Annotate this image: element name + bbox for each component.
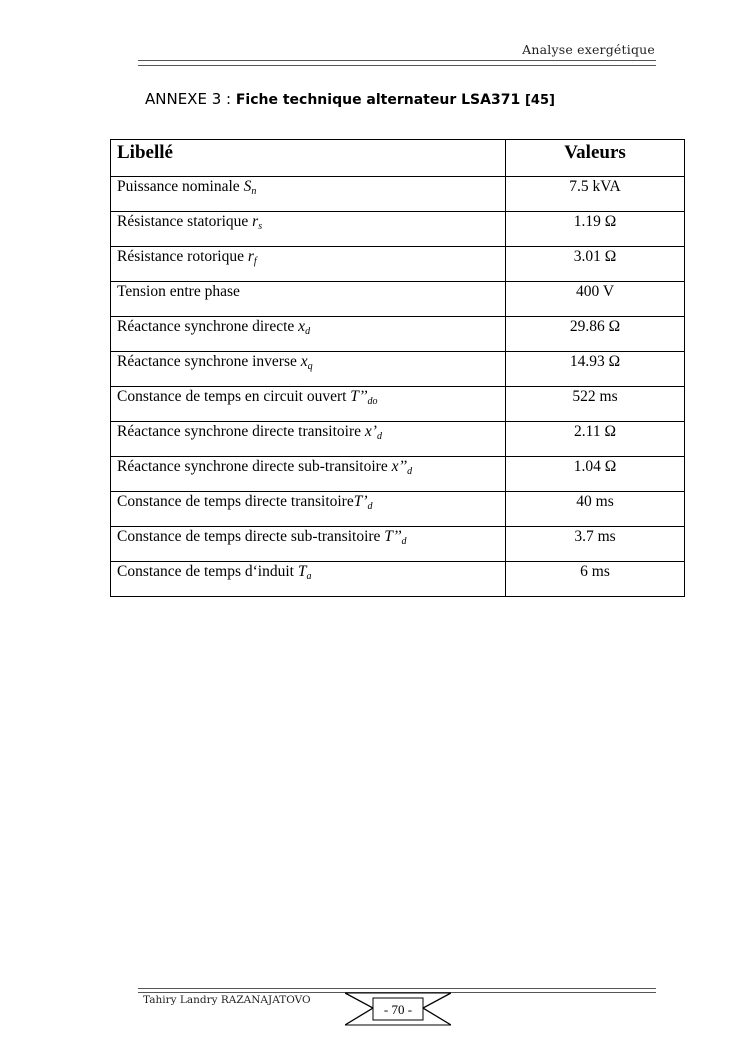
row-label-cell xyxy=(111,177,506,212)
row-label-cell xyxy=(111,247,506,282)
row-symbol: x’’ xyxy=(391,458,408,475)
table-row xyxy=(111,492,685,527)
row-symbol-subscript: d xyxy=(407,466,413,477)
row-label: Résistance rotorique xyxy=(117,248,248,265)
row-symbol: x xyxy=(300,353,308,370)
row-label-cell xyxy=(111,527,506,562)
row-value: 3.7 ms xyxy=(506,527,685,562)
annex-title xyxy=(145,90,555,108)
row-symbol-subscript: n xyxy=(251,186,257,197)
table-row xyxy=(111,177,685,212)
footer-author: Tahiry Landry RAZANAJATOVO xyxy=(143,994,311,1006)
table-row xyxy=(111,282,685,317)
row-symbol: r xyxy=(247,248,254,265)
row-symbol-subscript: s xyxy=(258,221,263,232)
row-symbol: T’’ xyxy=(384,528,402,545)
row-label-cell xyxy=(111,492,506,527)
row-label: Réactance synchrone directe xyxy=(117,318,299,335)
annex-reference: [45] xyxy=(524,93,555,108)
header-value: Valeurs xyxy=(506,140,685,177)
row-value: 7.5 kVA xyxy=(506,177,685,212)
row-symbol-subscript: a xyxy=(306,571,312,582)
row-symbol-subscript: d xyxy=(401,536,407,547)
row-label-cell xyxy=(111,282,506,317)
row-label-cell xyxy=(111,317,506,352)
table-row xyxy=(111,422,685,457)
row-symbol: x xyxy=(298,318,306,335)
row-symbol: T’’ xyxy=(350,388,368,405)
row-symbol-subscript: q xyxy=(307,361,313,372)
row-label-cell xyxy=(111,562,506,597)
table-row xyxy=(111,247,685,282)
row-label: Constance de temps directe transitoire xyxy=(117,493,354,510)
row-value: 2.11 Ω xyxy=(506,422,685,457)
table-row xyxy=(111,562,685,597)
header-rule xyxy=(138,60,656,66)
row-value: 3.01 Ω xyxy=(506,247,685,282)
row-value: 29.86 Ω xyxy=(506,317,685,352)
table-row xyxy=(111,457,685,492)
row-value: 1.19 Ω xyxy=(506,212,685,247)
annex-prefix: ANNEXE 3 : xyxy=(145,90,232,108)
row-symbol: T’ xyxy=(353,493,368,510)
spec-table xyxy=(110,139,685,597)
header-label: Libellé xyxy=(111,140,506,177)
page-number: - 70 - xyxy=(383,1002,413,1017)
row-value: 14.93 Ω xyxy=(506,352,685,387)
row-label: Tension entre phase xyxy=(117,283,240,300)
row-value: 1.04 Ω xyxy=(506,457,685,492)
row-symbol-subscript: f xyxy=(253,256,257,267)
annex-heading: Fiche technique alternateur LSA371 xyxy=(235,92,521,108)
row-label-cell xyxy=(111,422,506,457)
row-label-cell xyxy=(111,387,506,422)
row-label-cell xyxy=(111,212,506,247)
table-header-row xyxy=(111,140,685,177)
row-value: 40 ms xyxy=(506,492,685,527)
table-row xyxy=(111,212,685,247)
table-row xyxy=(111,352,685,387)
table-body xyxy=(111,177,685,597)
row-symbol: T xyxy=(297,563,307,580)
row-symbol-subscript: d xyxy=(367,501,373,512)
row-value: 400 V xyxy=(506,282,685,317)
row-label: Constance de temps directe sub-transitoire xyxy=(117,528,385,545)
row-label: Résistance statorique xyxy=(117,213,253,230)
row-label: Réactance synchrone inverse xyxy=(117,353,301,370)
row-symbol: r xyxy=(252,213,259,230)
table-row xyxy=(111,387,685,422)
row-label-cell xyxy=(111,457,506,492)
table-row xyxy=(111,317,685,352)
row-value: 522 ms xyxy=(506,387,685,422)
row-label: Réactance synchrone directe transitoire xyxy=(117,423,365,440)
row-symbol-subscript: d xyxy=(376,431,382,442)
row-label: Constance de temps d‘induit xyxy=(117,563,298,580)
row-value: 6 ms xyxy=(506,562,685,597)
row-label: Puissance nominale xyxy=(117,178,244,195)
row-symbol-subscript: d xyxy=(305,326,311,337)
row-label-cell xyxy=(111,352,506,387)
row-symbol-subscript: do xyxy=(367,396,378,407)
table-row xyxy=(111,527,685,562)
row-symbol: x’ xyxy=(364,423,377,440)
row-label: Constance de temps en circuit ouvert xyxy=(117,388,351,405)
row-label: Réactance synchrone directe sub-transitoire xyxy=(117,458,392,475)
running-header: Analyse exergétique xyxy=(522,42,655,57)
row-symbol: S xyxy=(243,178,252,195)
